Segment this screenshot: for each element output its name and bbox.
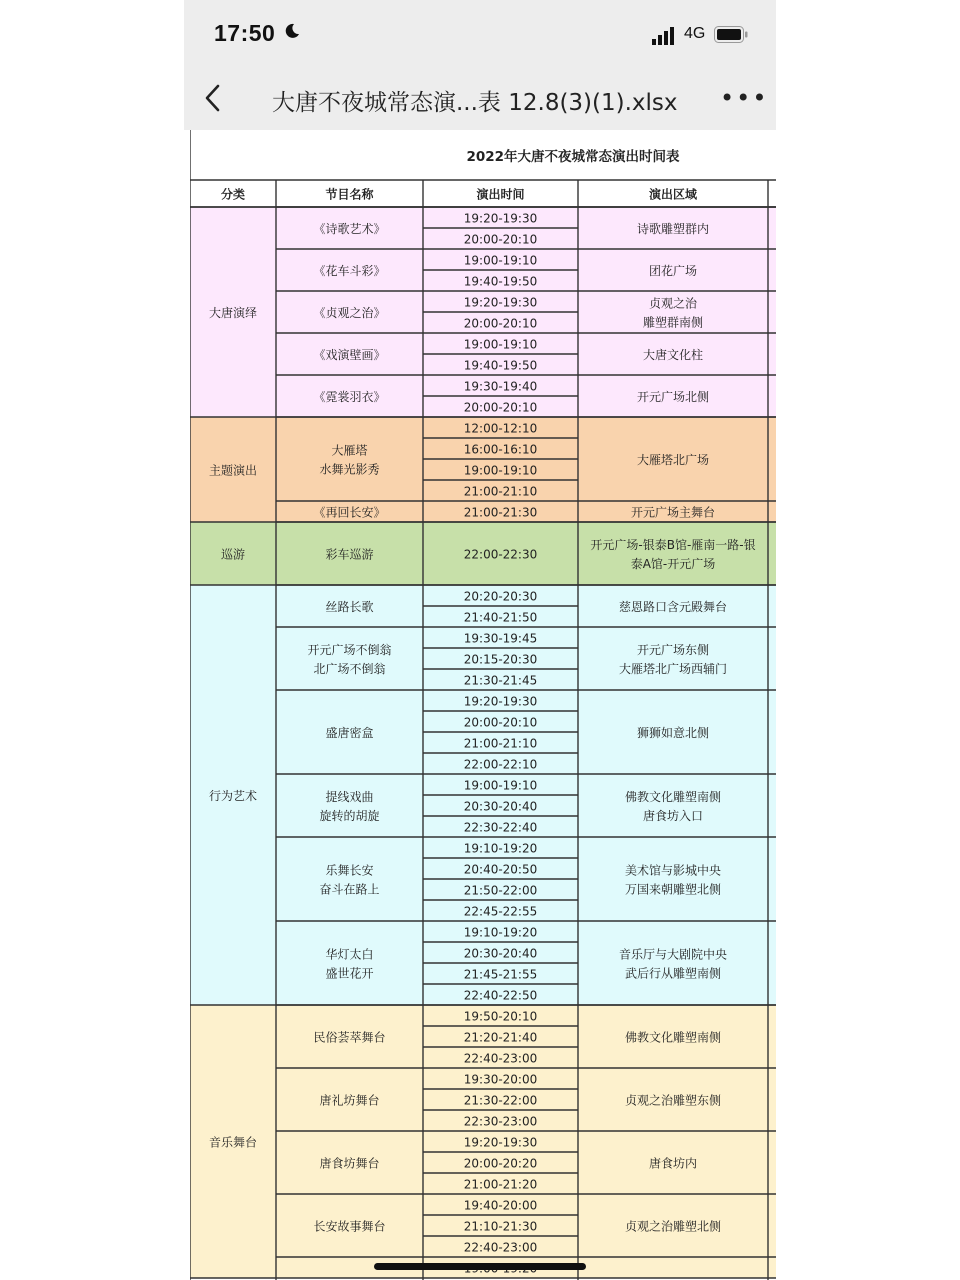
performance-area: 贞观之治 bbox=[648, 296, 698, 311]
program-name: 丝路长歌 bbox=[325, 600, 374, 614]
program-name: 彩车巡游 bbox=[325, 547, 374, 562]
program-name: 《诗歌艺术》 bbox=[313, 222, 386, 236]
category-label: 音乐舞台 bbox=[208, 1135, 258, 1150]
performance-area: 诗歌雕塑群内 bbox=[636, 222, 710, 236]
program-name: 大雁塔 bbox=[331, 443, 368, 458]
performance-time: 20:30-20:40 bbox=[463, 946, 538, 961]
performance-time: 19:00-19:10 bbox=[463, 337, 538, 352]
performance-time: 21:00-21:10 bbox=[463, 484, 538, 499]
column-header: 节目名称 bbox=[325, 187, 374, 202]
program-name: 唐食坊舞台 bbox=[319, 1156, 380, 1171]
network-type: 4G bbox=[684, 25, 706, 42]
battery-icon bbox=[714, 26, 748, 43]
program-name: 盛唐密盒 bbox=[325, 726, 374, 740]
performance-time: 19:20-19:30 bbox=[463, 211, 538, 226]
performance-area: 慈恩路口含元殿舞台 bbox=[618, 600, 728, 614]
performance-time: 21:20-21:40 bbox=[463, 1030, 538, 1045]
performance-area: 开元广场-银泰B馆-雁南一路-银 bbox=[590, 538, 756, 552]
performance-time: 22:30-23:00 bbox=[463, 1114, 538, 1129]
program-name: 水舞光影秀 bbox=[319, 462, 380, 477]
performance-area: 佛教文化雕塑南侧 bbox=[624, 1030, 722, 1045]
program-name: 《贞观之治》 bbox=[313, 306, 386, 320]
performance-time: 21:10-21:30 bbox=[463, 1219, 538, 1234]
performance-time: 21:40-21:50 bbox=[463, 610, 538, 625]
performance-time: 20:30-20:40 bbox=[463, 799, 538, 814]
performance-time: 19:40-19:50 bbox=[463, 274, 538, 289]
performance-time: 21:00-21:10 bbox=[463, 736, 538, 751]
category-label: 大唐演绎 bbox=[208, 306, 258, 320]
performance-time: 22:40-23:00 bbox=[463, 1240, 538, 1255]
performance-time: 19:40-19:50 bbox=[463, 358, 538, 373]
performance-area: 美术馆与影城中央 bbox=[624, 863, 722, 878]
spreadsheet-grid bbox=[190, 130, 776, 1280]
performance-area: 泰A馆-开元广场 bbox=[630, 557, 716, 571]
program-name: 民俗荟萃舞台 bbox=[313, 1030, 386, 1045]
performance-time: 20:00-20:10 bbox=[463, 316, 538, 331]
program-name: 开元广场不倒翁 bbox=[307, 643, 392, 657]
performance-area: 佛教文化雕塑南侧 bbox=[624, 790, 722, 804]
performance-time: 19:20-19:30 bbox=[463, 295, 538, 310]
program-name: 旋转的胡旋 bbox=[319, 809, 380, 823]
performance-time: 22:00-22:10 bbox=[463, 757, 538, 772]
signal-icon bbox=[652, 27, 676, 45]
home-indicator[interactable] bbox=[374, 1263, 586, 1270]
performance-time: 20:00-20:10 bbox=[463, 232, 538, 247]
performance-area: 万国来朝雕塑北侧 bbox=[624, 882, 722, 897]
performance-time: 12:00-12:10 bbox=[463, 421, 538, 436]
program-name: 提线戏曲 bbox=[325, 790, 374, 804]
performance-area: 唐食坊内 bbox=[648, 1156, 698, 1171]
status-time: 17:50 bbox=[214, 20, 276, 46]
column-header: 演出时间 bbox=[476, 187, 525, 202]
program-name: 华灯太白 bbox=[325, 947, 374, 962]
performance-area: 开元广场北侧 bbox=[636, 390, 710, 404]
performance-time: 20:20-20:30 bbox=[463, 589, 538, 604]
performance-time: 19:50-20:10 bbox=[463, 1009, 538, 1024]
file-title: 大唐不夜城常态演...表 12.8(3)(1).xlsx bbox=[272, 90, 678, 116]
performance-time: 22:45-22:55 bbox=[463, 904, 538, 919]
status-bar bbox=[184, 0, 776, 60]
program-name: 奋斗在路上 bbox=[319, 882, 380, 897]
performance-time: 21:30-22:00 bbox=[463, 1093, 538, 1108]
program-name: 长安故事舞台 bbox=[313, 1219, 386, 1234]
performance-time: 22:40-22:50 bbox=[463, 988, 538, 1003]
performance-time: 19:40-20:00 bbox=[463, 1198, 538, 1213]
performance-time: 22:00-22:30 bbox=[463, 547, 538, 562]
performance-time: 19:30-19:45 bbox=[463, 631, 538, 646]
sheet-title: 2022年大唐不夜城常态演出时间表 bbox=[466, 149, 680, 165]
performance-time: 20:00-20:20 bbox=[463, 1156, 538, 1171]
spreadsheet-view[interactable] bbox=[190, 130, 776, 1280]
performance-time: 21:00-21:20 bbox=[463, 1177, 538, 1192]
performance-time: 19:20-19:30 bbox=[463, 1135, 538, 1150]
performance-area: 武后行从雕塑南侧 bbox=[624, 966, 722, 981]
performance-time: 21:30-21:45 bbox=[463, 673, 538, 688]
performance-time: 19:10-19:20 bbox=[463, 841, 538, 856]
program-name: 《花车斗彩》 bbox=[313, 264, 386, 278]
performance-area: 大雁塔北广场 bbox=[636, 453, 710, 467]
performance-time: 21:50-22:00 bbox=[463, 883, 538, 898]
performance-time: 21:45-21:55 bbox=[463, 967, 538, 982]
performance-time: 21:00-21:30 bbox=[463, 505, 538, 520]
category-label: 主题演出 bbox=[208, 463, 258, 478]
program-name: 乐舞长安 bbox=[325, 863, 374, 878]
performance-time: 20:15-20:30 bbox=[463, 652, 538, 667]
performance-time: 19:00-19:10 bbox=[463, 463, 538, 478]
performance-area: 唐食坊入口 bbox=[642, 809, 704, 823]
phone-screen bbox=[184, 0, 776, 1280]
performance-area: 音乐厅与大剧院中央 bbox=[618, 947, 728, 962]
performance-time: 19:00-19:10 bbox=[463, 253, 538, 268]
nav-bar bbox=[184, 60, 776, 130]
moon-icon bbox=[284, 23, 300, 39]
performance-time: 19:30-20:00 bbox=[463, 1072, 538, 1087]
category-label: 行为艺术 bbox=[208, 789, 258, 803]
performance-area: 大雁塔北广场西辅门 bbox=[618, 662, 728, 676]
column-header: 分类 bbox=[220, 187, 246, 202]
performance-area: 团花广场 bbox=[648, 264, 698, 278]
performance-time: 22:30-22:40 bbox=[463, 820, 538, 835]
performance-time: 20:00-20:10 bbox=[463, 715, 538, 730]
performance-area: 狮狮如意北侧 bbox=[636, 726, 710, 740]
performance-area: 大唐文化柱 bbox=[642, 348, 704, 362]
program-name: 唐礼坊舞台 bbox=[319, 1093, 380, 1108]
performance-time: 22:40-23:00 bbox=[463, 1051, 538, 1066]
program-name: 《戏演壁画》 bbox=[313, 348, 386, 362]
performance-area: 开元广场主舞台 bbox=[630, 505, 716, 520]
program-name: 盛世花开 bbox=[325, 966, 374, 981]
performance-time: 16:00-16:10 bbox=[463, 442, 538, 457]
performance-time: 19:10-19:20 bbox=[463, 925, 538, 940]
category-label: 巡游 bbox=[220, 547, 246, 562]
performance-time: 19:20-19:30 bbox=[463, 694, 538, 709]
performance-area: 雕塑群南侧 bbox=[642, 315, 704, 330]
performance-area: 贞观之治雕塑北侧 bbox=[624, 1219, 722, 1234]
program-name: 《再回长安》 bbox=[313, 505, 386, 520]
performance-time: 19:30-19:40 bbox=[463, 379, 538, 394]
chevron-left-icon[interactable] bbox=[200, 82, 226, 114]
column-header: 演出区域 bbox=[648, 187, 698, 202]
program-name: 北广场不倒翁 bbox=[313, 662, 386, 676]
performance-time: 19:00-19:10 bbox=[463, 778, 538, 793]
program-name: 《霓裳羽衣》 bbox=[313, 390, 386, 404]
performance-area: 开元广场东侧 bbox=[636, 643, 710, 657]
more-horizontal-icon[interactable]: ••• bbox=[720, 84, 769, 112]
performance-area: 贞观之治雕塑东侧 bbox=[624, 1093, 722, 1108]
performance-time: 20:00-20:10 bbox=[463, 400, 538, 415]
performance-time: 20:40-20:50 bbox=[463, 862, 538, 877]
